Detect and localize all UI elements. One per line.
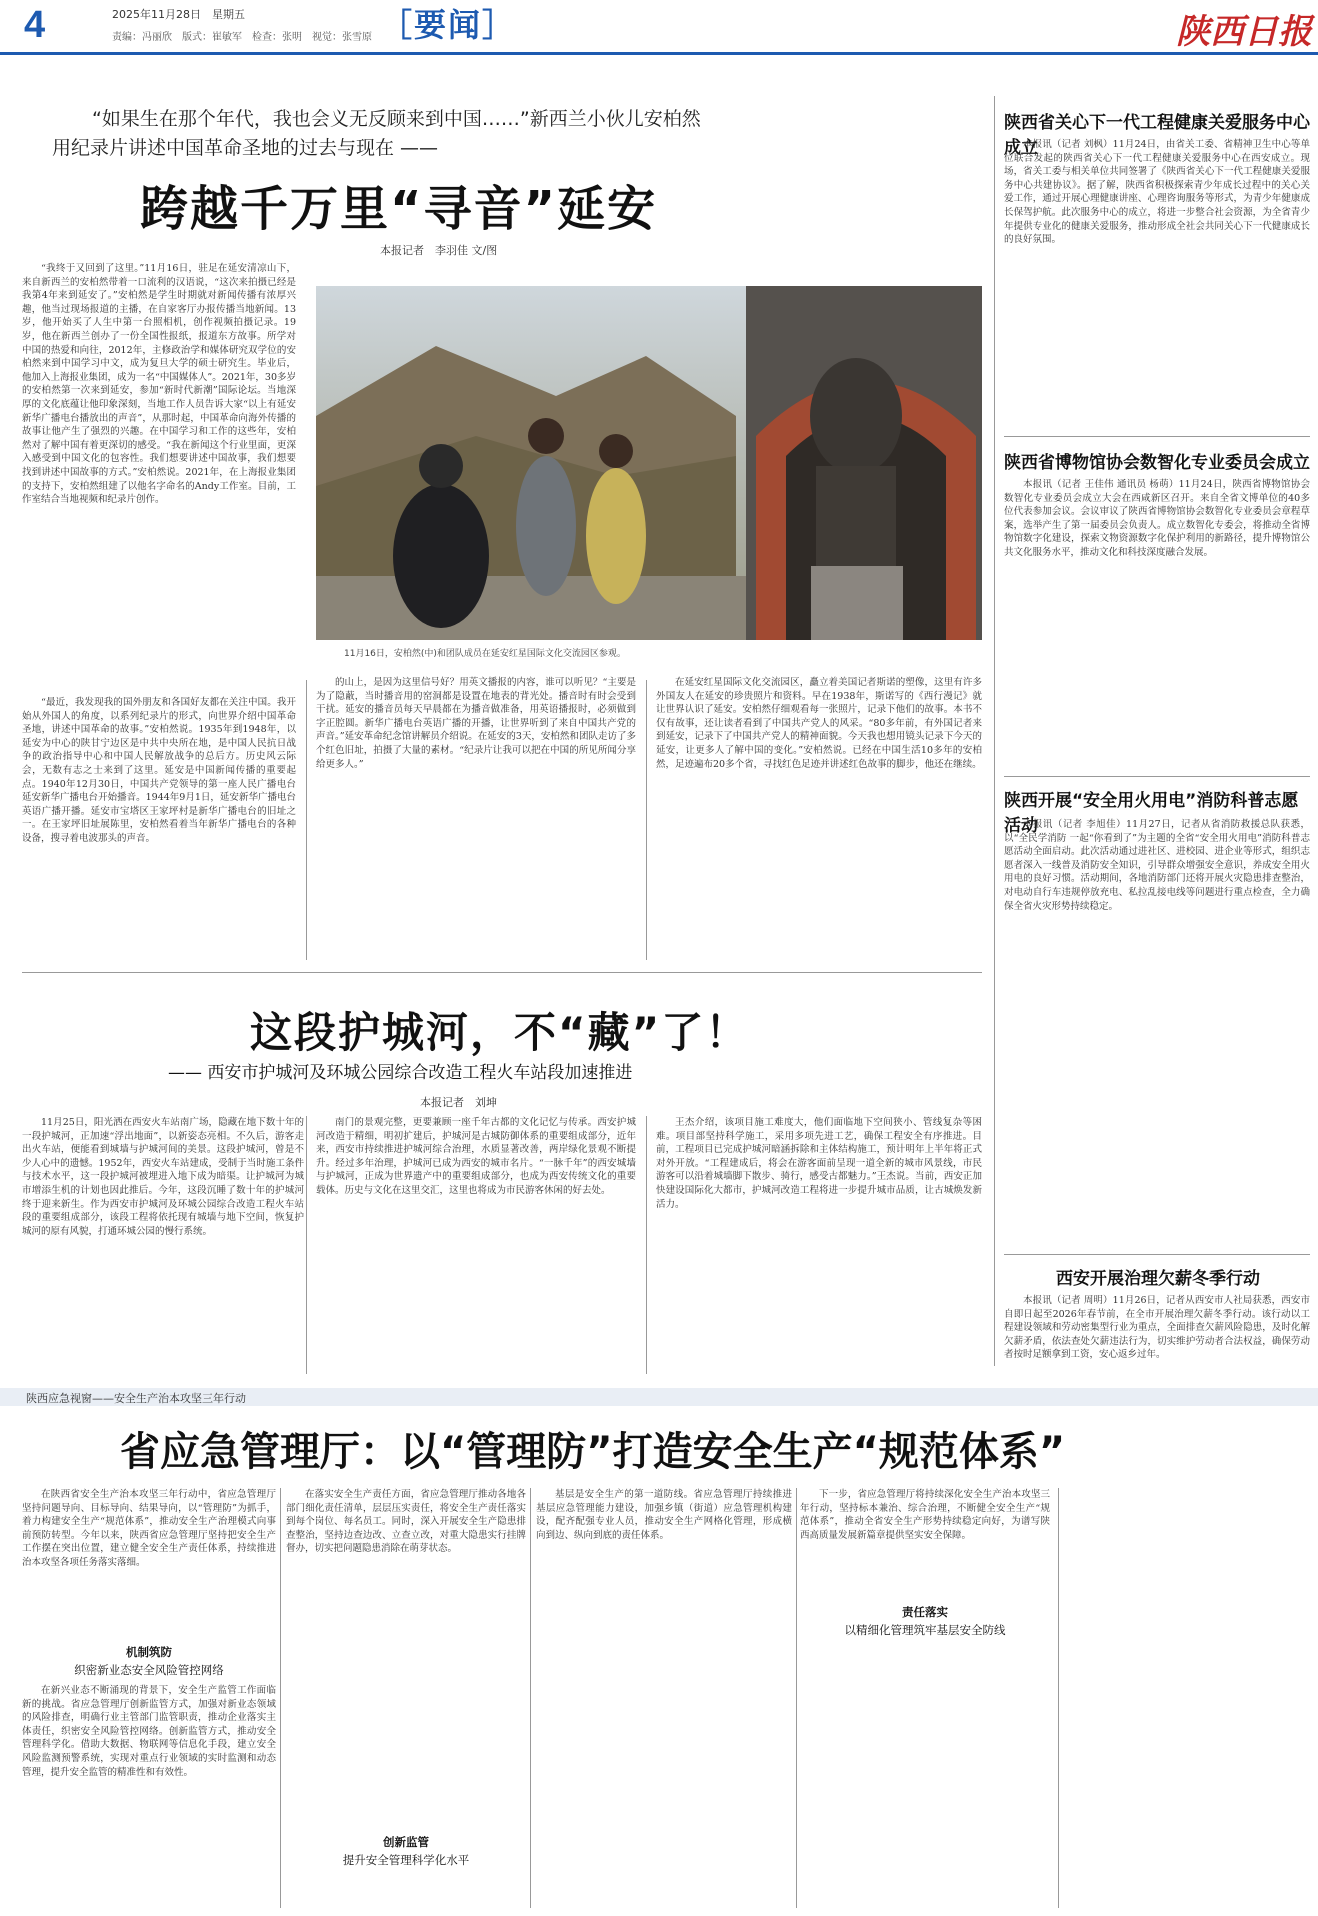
side-body-4: 本报讯（记者 周明）11月26日，记者从西安市人社局获悉，西安市自即日起至2026年春节前，在全市开展治理欠薪冬季行动。该行动以工程建设领域和劳动密集型行业为重点，全面排查欠薪风险隐患，及时化解欠薪矛盾，依法查处欠薪违法行为，切实维护劳动者合法权益，确保劳动者按时足额拿到工资，安心返乡过年。 <box>1004 1295 1310 1361</box>
col-divider <box>306 680 307 960</box>
side-headline-2: 陕西省博物馆协会数智化专业委员会成立 <box>1004 453 1310 473</box>
third-subhead: 责任落实 <box>902 1605 948 1619</box>
third-subhead: 以精细化管理筑牢基层安全防线 <box>844 1623 1006 1637</box>
lead-headline: 跨越千万里“寻音”延安 <box>140 181 658 237</box>
right-column-divider <box>994 96 995 1366</box>
lead-photo-illustration <box>316 286 982 640</box>
header-rule <box>0 52 1318 55</box>
section-title: ［要闻］ <box>380 6 517 44</box>
third-subhead: 创新监管 <box>383 1835 429 1849</box>
side-headline-3: 陕西开展“安全用火用电”消防科普志愿活动 <box>1004 791 1299 836</box>
second-byline: 本报记者 刘坤 <box>420 1096 497 1109</box>
issue-date: 2025年11月28日 星期五 <box>112 8 245 21</box>
second-body-col1: 11月25日，阳光洒在西安火车站南广场，隐藏在地下数十年的一段护城河，正加速“浮出地面”，以新姿态亮相。不久后，游客走出火车站，便能看到城墙与护城河间的美景。这段护城河，曾是不少人心中的遗憾。1952年，西安火车站建成，受制于当时施工条件与技术水平，这一段护城河被埋进入地下成为暗渠。让护城河为城市增添生机的计划也因此推后。今年，这段沉睡了数十年的护城河终于迎来新生。作为西安市护城河及环城公园综合改造工程火车站段的重要组成部分，该段工程将依托现有城墙与地下空间，恢复护城河的原有风貌，打通环城公园的慢行系统。 <box>22 1117 304 1237</box>
side-divider <box>1004 1254 1310 1255</box>
newspaper-logo: 陕西日报 <box>1176 12 1312 52</box>
section-band-label: 陕西应急视窗——安全生产治本攻坚三年行动 <box>26 1392 246 1405</box>
lead-byline: 本报记者 李羽佳 文/图 <box>380 244 498 257</box>
editor-credits: 责编：冯丽欣 版式：崔敏军 检查：张明 视觉：张雪原 <box>112 32 372 43</box>
side-divider <box>1004 776 1310 777</box>
side-body-2: 本报讯（记者 王佳伟 通讯员 杨萌）11月24日，陕西省博物馆协会数智化专业委员会成立大会在西咸新区召开。来自全省文博单位的40多位代表参加会议。会议审议了陕西省博物馆协会数智化专业委员会章程草案，选举产生了第一届委员会负责人。成立数智化专委会，将推动全省博物馆数字化建设，探索文物资源数字化保护利用的新路径，提升博物馆公共文化服务水平，推动文化和科技深度融合发展。 <box>1004 479 1310 558</box>
third-body-col4: 下一步，省应急管理厅将持续深化安全生产治本攻坚三年行动，坚持标本兼治、综合治理，不断健全安全生产“规范体系”，推动全省安全生产形势持续稳定向好，为谱写陕西高质量发展新篇章提供坚实安全保障。 <box>800 1489 1050 1541</box>
col-divider <box>646 680 647 960</box>
lead-body-col2: “最近，我发现我的国外朋友和各国好友都在关注中国。我开始从外国人的角度，以系列纪录片的形式，向世界介绍中国革命圣地，讲述中国革命的故事。”安柏然说。1935年到1948年，以延安为中心的陕甘宁边区是中共中央所在地，是中国人民抗日战争的政治指导中心和中国人民解放战争的总后方。历史风云际会，无数有志之士来到了这里。延安是中国新闻传播的重要起点。1940年12月30日，中国共产党领导的第一座人民广播电台延安新华广播电台开始播音。1944年9月1日，延安新华广播电台英语广播开播。延安市宝塔区王家坪村是新华广播电台的旧址之一。在王家坪旧址展陈里，安柏然看着当年新华广播电台的各种设备，搜寻着电波那头的声音。 <box>22 697 296 844</box>
lead-photo-caption: 11月16日，安柏然(中)和团队成员在延安红星国际文化交流园区参观。 <box>344 649 626 659</box>
third-body-col1: 在陕西省安全生产治本攻坚三年行动中，省应急管理厅坚持问题导向、目标导向、结果导向，以“管理防”为抓手，着力构建安全生产“规范体系”，推动安全生产治理模式向事前预防转型。今年以来，陕西省应急管理厅坚持把安全生产工作摆在突出位置，建立健全安全生产责任体系，持续推进治本攻坚各项任务落实落细。 <box>22 1489 276 1568</box>
col-divider <box>646 1116 647 1374</box>
col-divider <box>1058 1488 1059 1908</box>
side-headline-4: 西安开展治理欠薪冬季行动 <box>1056 1269 1260 1289</box>
lead-kicker-line2: 用纪录片讲述中国革命圣地的过去与现在 —— <box>52 137 439 159</box>
lead-photo <box>316 286 982 640</box>
third-subhead: 机制筑防 <box>126 1645 172 1659</box>
lead-body-col4: 在延安红星国际文化交流园区，矗立着美国记者斯诺的塑像，这里有许多外国友人在延安的珍贵照片和资料。早在1938年，斯诺写的《西行漫记》就让世界认识了延安。安柏然仔细观看每一张照片，记录下他们的故事。本书不仅有故事，还让读者看到了中国共产党人的风采。“80多年前，有外国记者来到延安，记录下了中国共产党人的精神面貌。今天我也想用镜头记录下今天的延安，让更多人了解中国的变化。”安柏然说。已经在中国生活10多年的安柏然，足迹遍布20多个省，寻找红色足迹并讲述红色故事的脚步，他还在继续。 <box>656 677 982 770</box>
second-body-col3: 王杰介绍，该项目施工难度大，他们面临地下空间狭小、管线复杂等困难。项目部坚持科学施工，采用多项先进工艺，确保工程安全有序推进。目前，工程项目已完成护城河暗涵拆除和主体结构施工，预计明年上半年将正式对外开放。“工程建成后，将会在游客面前呈现一道全新的城市风景线，市民游客可以沿着城墙脚下散步、骑行，感受古都魅力。”王杰说。当前，西安正加快建设国际化大都市，护城河改造工程将进一步提升城市品质，让古城焕发新活力。 <box>656 1117 982 1210</box>
second-subtitle: —— 西安市护城河及环城公园综合改造工程火车站段加速推进 <box>168 1063 633 1083</box>
section-divider <box>22 972 982 973</box>
col-divider <box>280 1488 281 1908</box>
third-body-col1b: 在新兴业态不断涌现的背景下，安全生产监管工作面临新的挑战。省应急管理厅创新监管方式，加强对新业态领域的风险排查，明确行业主管部门监管职责，推动企业落实主体责任，织密安全风险管控网络。创新监管方式，推动安全管理科学化。借助大数据、物联网等信息化手段，建立安全风险监测预警系统，实现对重点行业领域的实时监测和动态管理，提升安全监管的精准性和有效性。 <box>22 1685 276 1778</box>
col-divider <box>796 1488 797 1908</box>
side-body-3: 本报讯（记者 李旭佳）11月27日，记者从省消防救援总队获悉，以“全民学消防 一起“你看到了”为主题的全省“安全用火用电”消防科普志愿活动全面启动。此次活动通过进社区、进校园、进企业等形式，组织志愿者深入一线普及消防安全知识，引导群众增强安全意识，养成安全用火用电的良好习惯。活动期间，各地消防部门还将开展火灾隐患排查整治，对电动自行车违规停放充电、私拉乱接电线等问题进行重点检查，全力确保全省火灾形势持续稳定。 <box>1004 819 1310 912</box>
third-body-col3: 基层是安全生产的第一道防线。省应急管理厅持续推进基层应急管理能力建设，加强乡镇（街道）应急管理机构建设，配齐配强专业人员，推动安全生产网格化管理，形成横向到边、纵向到底的责任体系。 <box>536 1489 792 1541</box>
third-subhead: 织密新业态安全风险管控网络 <box>74 1663 224 1677</box>
third-subhead: 提升安全管理科学化水平 <box>342 1853 470 1867</box>
side-divider <box>1004 436 1310 437</box>
side-headline-1: 陕西省关心下一代工程健康关爱服务中心成立 <box>1004 113 1310 158</box>
second-body-col2: 南门的景观完整，更要兼顾一座千年古都的文化记忆与传承。西安护城河改造于精细，明初扩建后，护城河是古城防御体系的重要组成部分，近年来，西安市持续推进护城河综合治理，水质显著改善，两岸绿化景观不断提升。经过多年治理，护城河已成为西安的城市名片。“一脉千年”的西安城墙与护城河，正成为世界遗产中的重要组成部分，也成为西安传统文化的重要载体。历史与文化在这里交汇，这里也将成为市民游客休闲的好去处。 <box>316 1117 636 1196</box>
third-headline: 省应急管理厅：以“管理防”打造安全生产“规范体系” <box>120 1429 1066 1475</box>
second-headline: 这段护城河，不“藏”了！ <box>250 1008 750 1057</box>
lead-kicker-line1: “如果生在那个年代，我也会义无反顾来到中国……”新西兰小伙儿安柏然 <box>92 108 701 130</box>
lead-body-col1: “我终于又回到了这里。”11月16日，驻足在延安清凉山下，来自新西兰的安柏然带着一口流利的汉语说，“这次来拍摄已经是我第4年来到延安了。”安柏然是学生时期就对新闻传播有浓厚兴趣，他当过现场报道的主播，在自家客厅办报传播当地新闻。13岁，他开始买了人生中第一台照相机，创作视频拍摄记录。19岁，他在新西兰创办了一份全国性报纸，报道东方故事。所学对中国的热爱和向往，2012年，主修政治学和媒体研究双学位的安柏然来到中国学习中文，成为复旦大学的硕士研究生。毕业后，他加入上海报业集团，成为一名“中国媒体人”。2021年，30多岁的安柏然第一次来到延安，参加“新时代新潮”国际论坛。当地深厚的文化底蕴让他印象深刻，当地工作人员告诉大家“以上有延安新华广播电台播放出的声音”，从那时起，中国革命向海外传播的故事让他产生了强烈的兴趣。在中国学习和工作的这些年，安柏然对了解中国有着更深切的感受。“我在新闻这个行业里面，更深入感受到中国文化的包容性。我们想要讲述中国故事，我们想要找到讲述中国故事的方式。”安柏然说。2021年，在上海报业集团的支持下，安柏然组建了以他名字命名的Andy工作室。目前，工作室结合当地视频和纪录片创作。 <box>22 263 296 506</box>
third-body-col2: 在落实安全生产责任方面，省应急管理厅推动各地各部门细化责任清单，层层压实责任，将安全生产责任落实到每个岗位、每名员工。同时，深入开展安全生产隐患排查整治，坚持边查边改、立查立改，对重大隐患实行挂牌督办，切实把问题隐患消除在萌芽状态。 <box>286 1489 526 1555</box>
side-body-1: 本报讯（记者 刘枫）11月24日，由省关工委、省精神卫生中心等单位联合发起的陕西省关心下一代工程健康关爱服务中心在西安成立。现场，省关工委与相关单位共同签署了《陕西省关心下一代工程健康关爱服务中心共建协议》。据了解，陕西省积极探索青少年成长过程中的关心关爱工作，通过开展心理健康讲座、心理咨询服务等形式，为青少年健康成长保驾护航。此次服务中心的成立，将进一步整合社会资源，为全省青少年提供专业化的健康关爱服务，推动形成全社会共同关心下一代健康成长的良好氛围。 <box>1004 139 1310 246</box>
lead-body-col3: 的山上，是因为这里信号好？用英文播报的内容，谁可以听见？“主要是为了隐蔽，当时播音用的窑洞都是设置在地表的背光处。播音时有时会受到干扰。延安的播音员每天早晨都在为播音做准备，用英语播报时，必须做到字正腔圆。新华广播电台英语广播的开播，让世界听到了来自中国共产党的声音。”延安革命纪念馆讲解员介绍说。在延安的3天，安柏然和团队走访了多个红色旧址，拍摄了大量的素材。“纪录片让我可以把在中国的所见所闻分享给更多人。” <box>316 677 636 770</box>
col-divider <box>306 1116 307 1374</box>
page-number: 4 <box>24 4 46 46</box>
col-divider <box>530 1488 531 1908</box>
